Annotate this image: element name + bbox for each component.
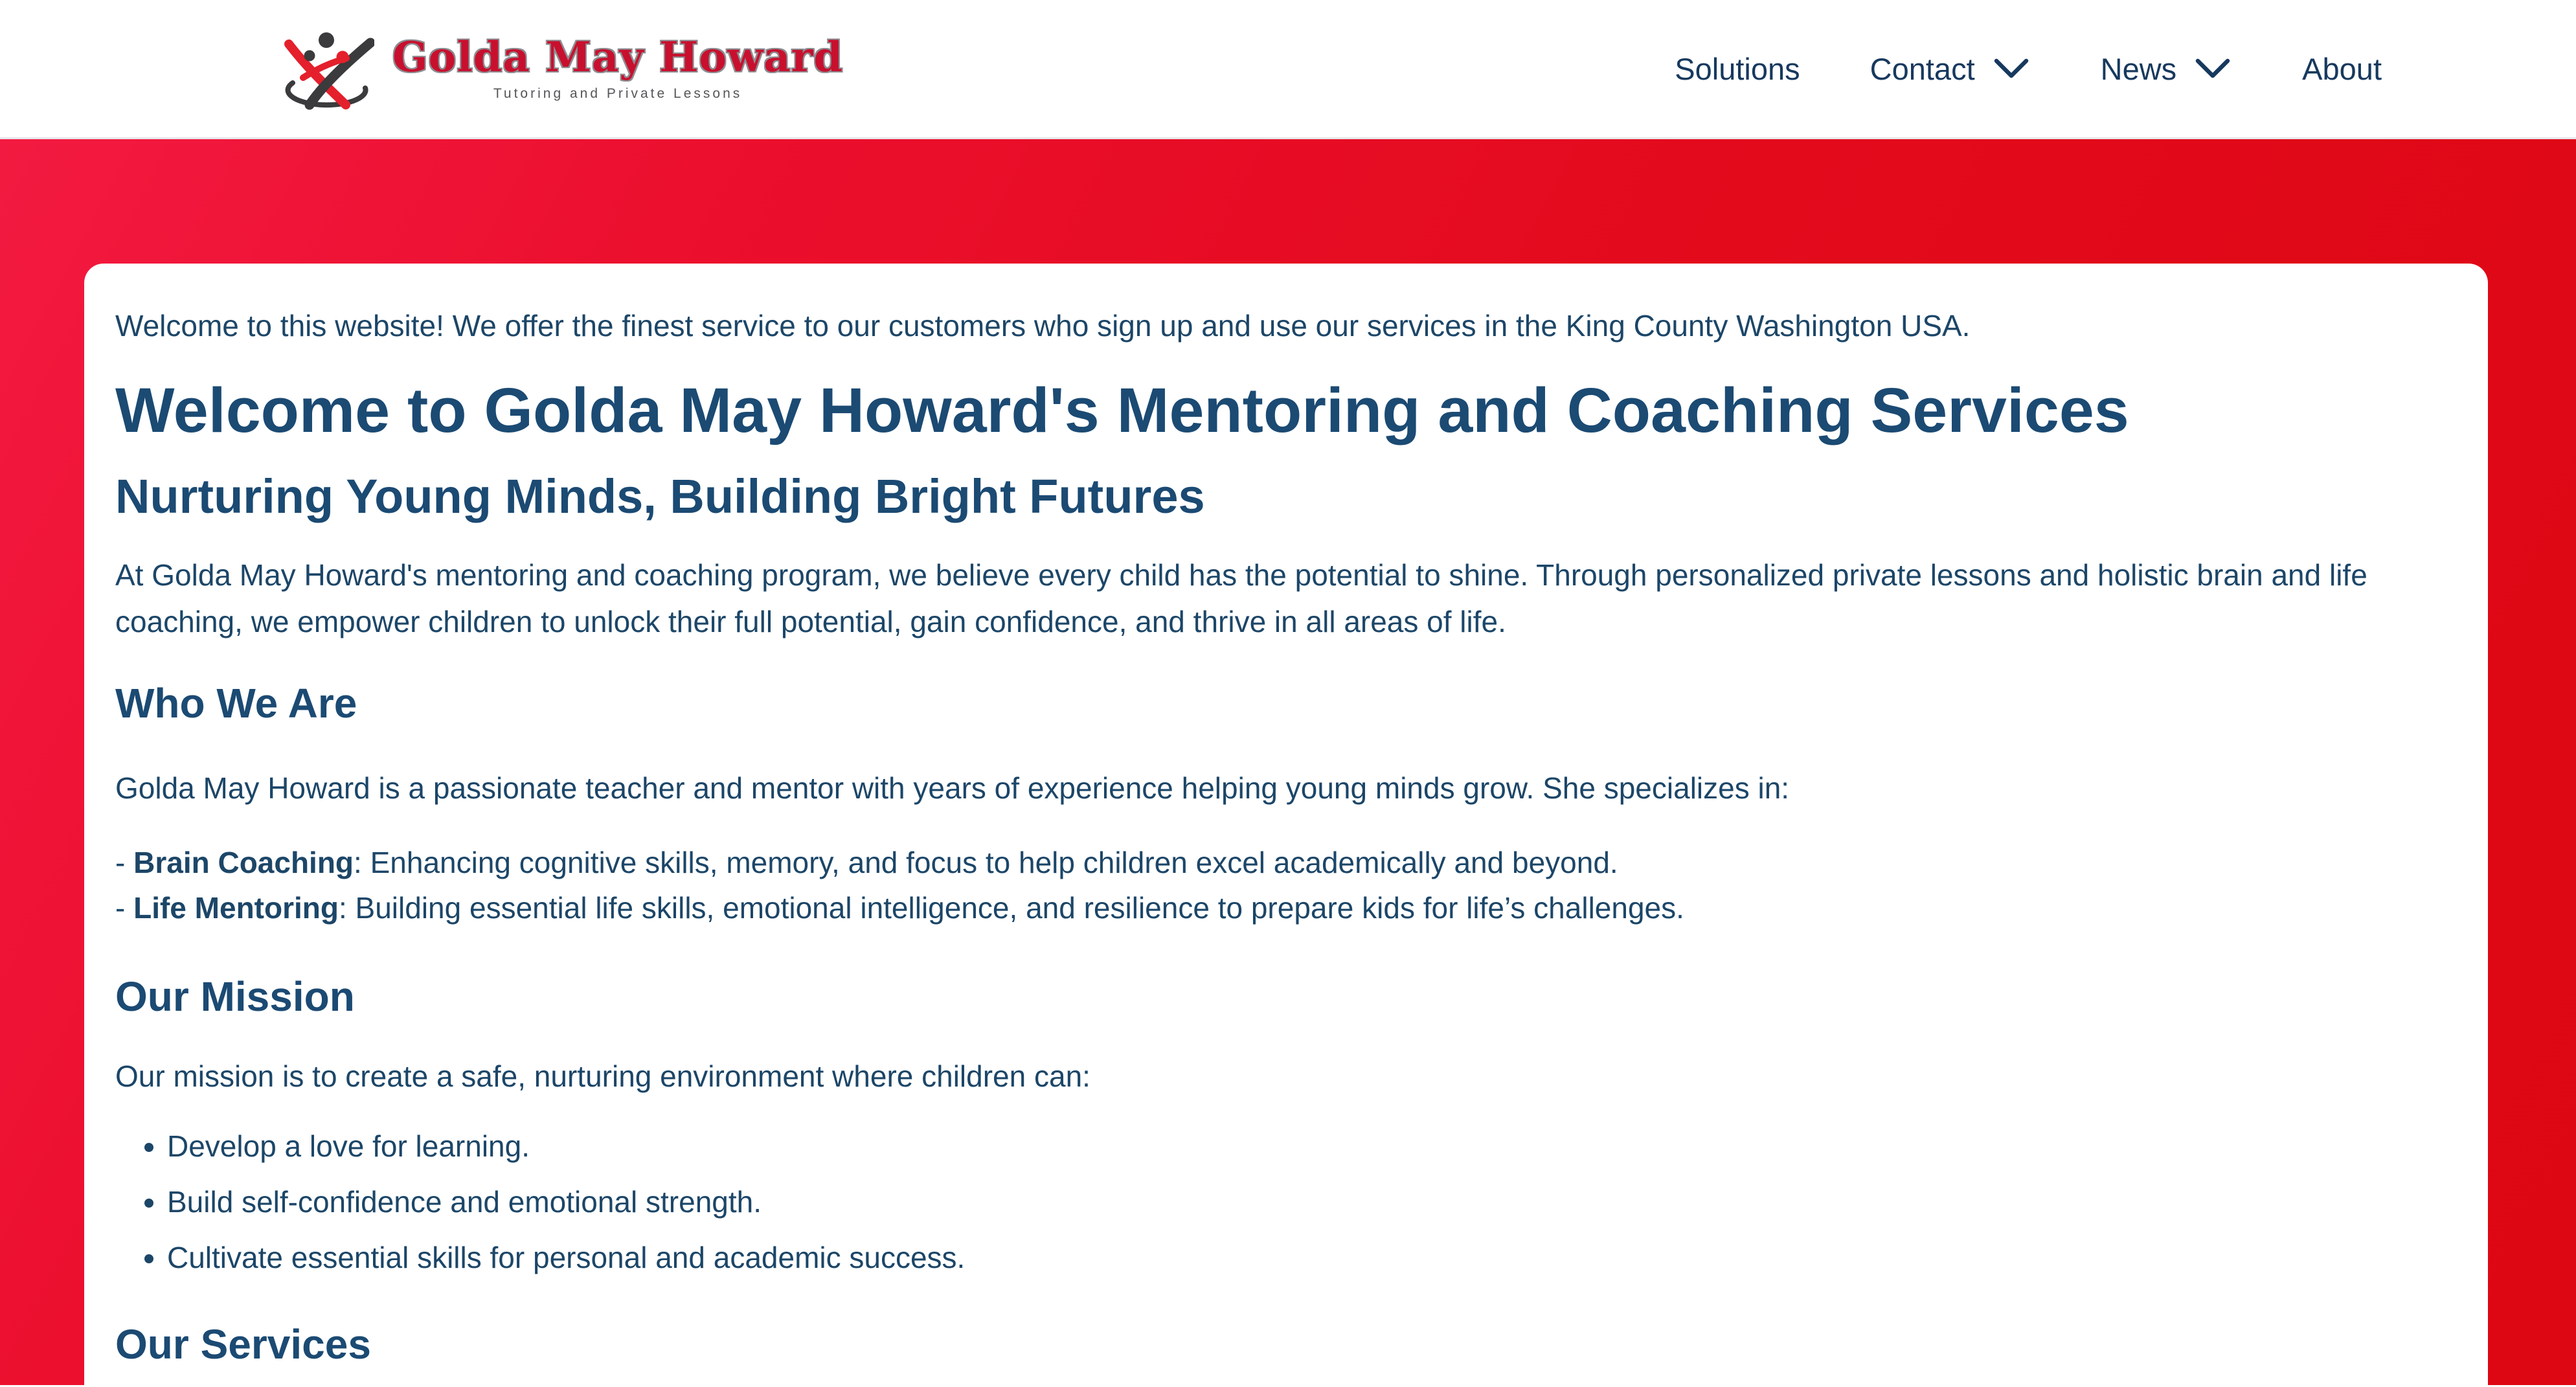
nav-item-label: Solutions xyxy=(1675,51,1800,86)
section-heading-our-mission: Our Mission xyxy=(115,973,355,1021)
brand-tagline: Tutoring and Private Lessons xyxy=(493,85,743,101)
chevron-down-icon xyxy=(2193,56,2232,82)
nav-item-news[interactable] xyxy=(2101,51,2233,87)
hero-background xyxy=(0,139,2576,1385)
page-subtitle: Nurturing Young Minds, Building Bright Futures xyxy=(115,469,1205,524)
specialty-desc: : Enhancing cognitive skills, memory, and focus to help children excel academically and beyond. xyxy=(354,846,1618,880)
specialty-term: Life Mentoring xyxy=(133,891,339,925)
specialty-item xyxy=(115,885,2391,930)
nav-item-label: Contact xyxy=(1870,51,1975,86)
intro-text: Welcome to this website! We offer the finest service to our customers who sign up and use our services in the King County Washington USA. xyxy=(115,309,1971,343)
specialty-prefix: - xyxy=(115,846,134,880)
specialty-item xyxy=(115,840,2391,885)
mission-bullet: • Develop a love for learning. xyxy=(167,1123,2391,1169)
main-nav xyxy=(1675,51,2382,87)
family-figures-logo-icon xyxy=(284,26,374,111)
brand-title: Golda May Howard xyxy=(392,33,844,82)
nav-item-label: About xyxy=(2302,51,2382,86)
mission-bullet-list xyxy=(115,1123,2391,1281)
specialty-desc: : Building essential life skills, emotional intelligence, and resilience to prepare kids for life’s challenges. xyxy=(338,891,1684,925)
brand-logo[interactable] xyxy=(284,26,843,111)
content-card xyxy=(84,264,2488,1385)
nav-item-label: News xyxy=(2100,51,2177,86)
who-we-are-text: Golda May Howard is a passionate teacher and mentor with years of experience helping young minds grow. She specializes in: xyxy=(115,771,1790,806)
nav-item-solutions[interactable] xyxy=(1675,51,1800,87)
site-header xyxy=(0,0,2576,139)
lead-paragraph: At Golda May Howard's mentoring and coaching program, we believe every child has the potential to shine. Through personalized private lessons and holistic brain and life coaching, we empower children to unlock their full potential, gain confidence, and thrive in all areas of life. xyxy=(115,558,2367,639)
page-title: Welcome to Golda May Howard's Mentoring and Coaching Services xyxy=(115,375,2129,445)
chevron-down-icon xyxy=(1992,56,2031,82)
nav-item-contact[interactable] xyxy=(1870,51,2031,87)
specialty-term: Brain Coaching xyxy=(133,846,354,880)
section-heading-our-services: Our Services xyxy=(115,1320,371,1368)
nav-item-about[interactable] xyxy=(2302,51,2382,87)
specialties-list xyxy=(115,840,2391,930)
specialty-prefix: - xyxy=(115,891,134,925)
mission-text: Our mission is to create a safe, nurturing environment where children can: xyxy=(115,1059,1090,1093)
mission-bullet: • Cultivate essential skills for personal and academic success. xyxy=(167,1234,2391,1281)
section-heading-who-we-are: Who We Are xyxy=(115,680,357,727)
mission-bullet: • Build self-confidence and emotional strength. xyxy=(167,1178,2391,1225)
